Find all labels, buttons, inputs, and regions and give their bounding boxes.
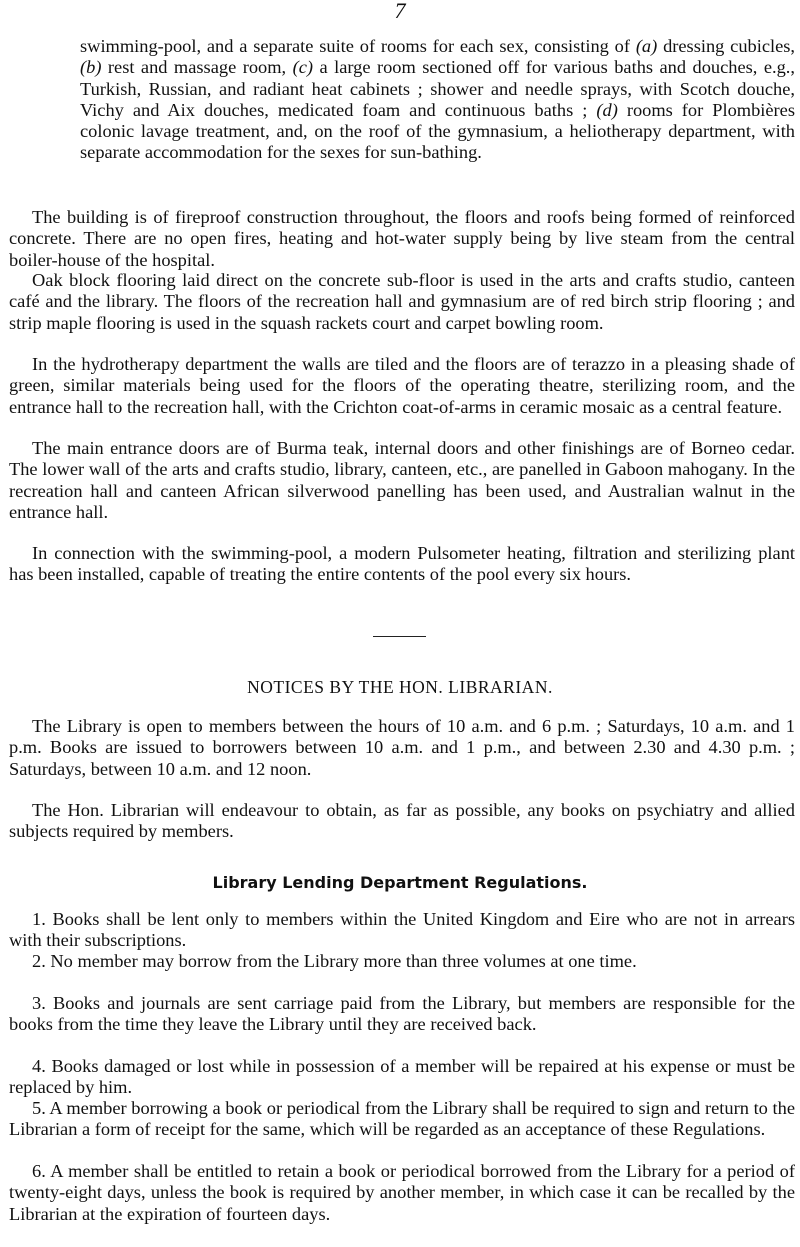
regulation-item: 6. A member shall be entitled to retain a book or periodical borrowed from the Library for a period of twenty-eight days, unless the book is required by another member, in which case it can be recalled by the Librarian at the expiration of fourteen days. [9, 1161, 795, 1224]
regulation-item: 4. Books damaged or lost while in possession of a member will be repaired at his expense or must be replaced by him. [9, 1056, 795, 1098]
pool-plant-paragraph: In connection with the swimming-pool, a modern Pulsometer heating, filtration and sterilizing plant has been installed, capable of treating the entire contents of the pool every six hours. [9, 543, 795, 585]
page-number: 7 [394, 0, 406, 23]
regulation-item: 2. No member may borrow from the Library more than three volumes at one time. [32, 951, 637, 971]
hydrotherapy-paragraph: In the hydrotherapy department the walls are tiled and the floors are of terazzo in a pleasing shade of green, similar materials being used for the floors of the operating theatre, sterilizing room, and the entrance hall to the recreation hall, with the Crichton coat-of-arms in ceramic mosaic as a central feature. [9, 354, 795, 417]
regulation-item: 3. Books and journals are sent carriage paid from the Library, but members are responsible for the books from the time they leave the Library until they are received back. [9, 993, 795, 1035]
regulation-item: 1. Books shall be lent only to members within the United Kingdom and Eire who are not in arrears with their subscriptions. [9, 909, 795, 951]
librarian-books-paragraph: The Hon. Librarian will endeavour to obtain, as far as possible, any books on psychiatry and allied subjects required by members. [9, 800, 795, 842]
doors-paragraph: The main entrance doors are of Burma teak, internal doors and other finishings are of Borneo cedar. The lower wall of the arts and crafts studio, library, canteen, etc., are panelled in Gaboon mahogany. In the recreation hall and canteen African silverwood panelling has been used, and Australian walnut in the entrance hall. [9, 438, 795, 522]
section-divider [373, 636, 426, 637]
regulations-heading: Library Lending Department Regulations. [212, 873, 588, 892]
regulation-item: 5. A member borrowing a book or periodical from the Library shall be required to sign and return to the Librarian a form of receipt for the same, which will be regarded as an acceptance of these Regulations. [9, 1098, 795, 1140]
building-facilities-paragraph: swimming-pool, and a separate suite of rooms for each sex, consisting of (a) dressing cubicles, (b) rest and massage room, (c) a large room sectioned off for various baths and douches, e.g., Turkish, Russian, and radiant heat cabinets ; shower and needle sprays, with Scotch douche, Vichy and Aix douches, medicated foam and continuous baths ; (d) rooms for Plombières colonic lavage treatment, and, on the roof of the gymnasium, a heliotherapy department, with separate accommodation for the sexes for sun-bathing. [80, 36, 796, 163]
library-hours-paragraph: The Library is open to members between the hours of 10 a.m. and 6 p.m. ; Saturdays, 10 a.m. and 1 p.m. Books are issued to borrowers between 10 a.m. and 1 p.m., and between 2.30 and 4.30 p.m. ; Saturdays, between 10 a.m. and 12 noon. [9, 716, 795, 779]
construction-paragraph: The building is of fireproof construction throughout, the floors and roofs being formed of reinforced concrete. There are no open fires, heating and hot-water supply being by live steam from the central boiler-house of the hospital. [9, 207, 795, 270]
flooring-paragraph: Oak block flooring laid direct on the concrete sub-floor is used in the arts and crafts studio, canteen café and the library. The floors of the recreation hall and gymnasium are of red birch strip flooring ; and strip maple flooring is used in the squash rackets court and carpet bowling room. [9, 270, 795, 333]
notices-heading: NOTICES BY THE HON. LIBRARIAN. [247, 677, 553, 697]
